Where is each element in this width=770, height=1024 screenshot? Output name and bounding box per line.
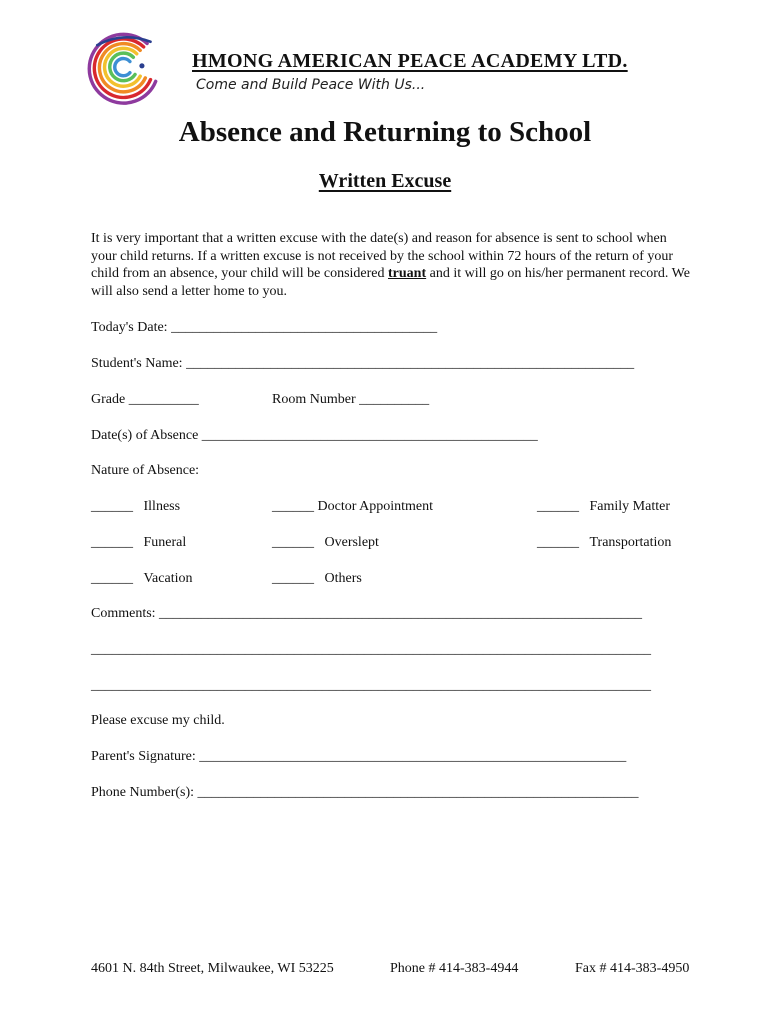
footer-phone: Phone # 414-383-4944: [390, 961, 519, 976]
option-label: Vacation: [143, 571, 193, 586]
footer-address: 4601 N. 84th Street, Milwaukee, WI 53225: [91, 961, 334, 976]
absence-option-illness[interactable]: [91, 499, 180, 515]
option-label: Illness: [143, 499, 181, 514]
option-blank[interactable]: ______: [537, 535, 579, 550]
school-tagline: Come and Build Peace With Us...: [196, 77, 426, 93]
option-blank[interactable]: ______: [91, 535, 133, 550]
todays-date-field[interactable]: Today's Date: ______________________________________: [91, 320, 438, 335]
phone-number-field[interactable]: Phone Number(s): _______________________________________________________________: [91, 785, 639, 800]
option-blank[interactable]: ______: [272, 499, 314, 514]
form-subtitle: Written Excuse: [318, 170, 452, 192]
comments-line-2[interactable]: ________________________________________________________________________________: [91, 642, 651, 657]
absence-option-others[interactable]: [272, 571, 362, 587]
comments-field[interactable]: Comments: _____________________________________________________________________: [91, 606, 643, 621]
absence-option-family-matter[interactable]: [537, 499, 670, 515]
option-blank[interactable]: ______: [537, 499, 579, 514]
page-title: Absence and Returning to School: [178, 116, 592, 148]
footer-fax: Fax # 414-383-4950: [575, 961, 690, 976]
academy-logo: [80, 28, 166, 114]
comments-line-3[interactable]: ________________________________________________________________________________: [91, 678, 651, 693]
option-blank[interactable]: ______: [91, 499, 133, 514]
dates-of-absence-field[interactable]: Date(s) of Absence ________________________________________________: [91, 428, 538, 443]
truant-emphasis: truant: [388, 266, 427, 282]
absence-option-doctor-appointment[interactable]: [272, 499, 433, 515]
school-name: HMONG AMERICAN PEACE ACADEMY LTD.: [192, 50, 628, 72]
option-label: Funeral: [143, 535, 187, 550]
option-label: Transportation: [589, 535, 672, 550]
option-blank[interactable]: ______: [272, 571, 314, 586]
option-label: Others: [324, 571, 362, 586]
room-number-field[interactable]: Room Number __________: [272, 392, 430, 407]
intro-paragraph: [91, 230, 691, 300]
intro-text-before: It is very important that a written excuse with the date(s) and reason for absence is sent to school when your child returns. If a written excuse is not received by the school within 72 hours of the return of your child from an absence, your child will be considered: [91, 231, 674, 282]
please-excuse-text: Please excuse my child.: [91, 713, 225, 728]
absence-option-vacation[interactable]: [91, 571, 192, 587]
option-blank[interactable]: ______: [272, 535, 314, 550]
student-name-field[interactable]: Student's Name: ________________________________________________________________: [91, 356, 635, 371]
nature-of-absence-label: Nature of Absence:: [91, 463, 200, 478]
absence-option-funeral[interactable]: [91, 535, 186, 551]
option-label: Family Matter: [589, 499, 670, 514]
absence-option-transportation[interactable]: [537, 535, 671, 551]
option-label: Overslept: [324, 535, 379, 550]
grade-field[interactable]: Grade __________: [91, 392, 199, 407]
option-blank[interactable]: ______: [91, 571, 133, 586]
option-label: Doctor Appointment: [317, 499, 433, 514]
absence-option-overslept[interactable]: [272, 535, 379, 551]
parent-signature-field[interactable]: Parent's Signature: _____________________________________________________________: [91, 749, 627, 764]
intro-text-after: and it will go on his/her permanent record. We will also send a letter home to you.: [91, 266, 690, 299]
